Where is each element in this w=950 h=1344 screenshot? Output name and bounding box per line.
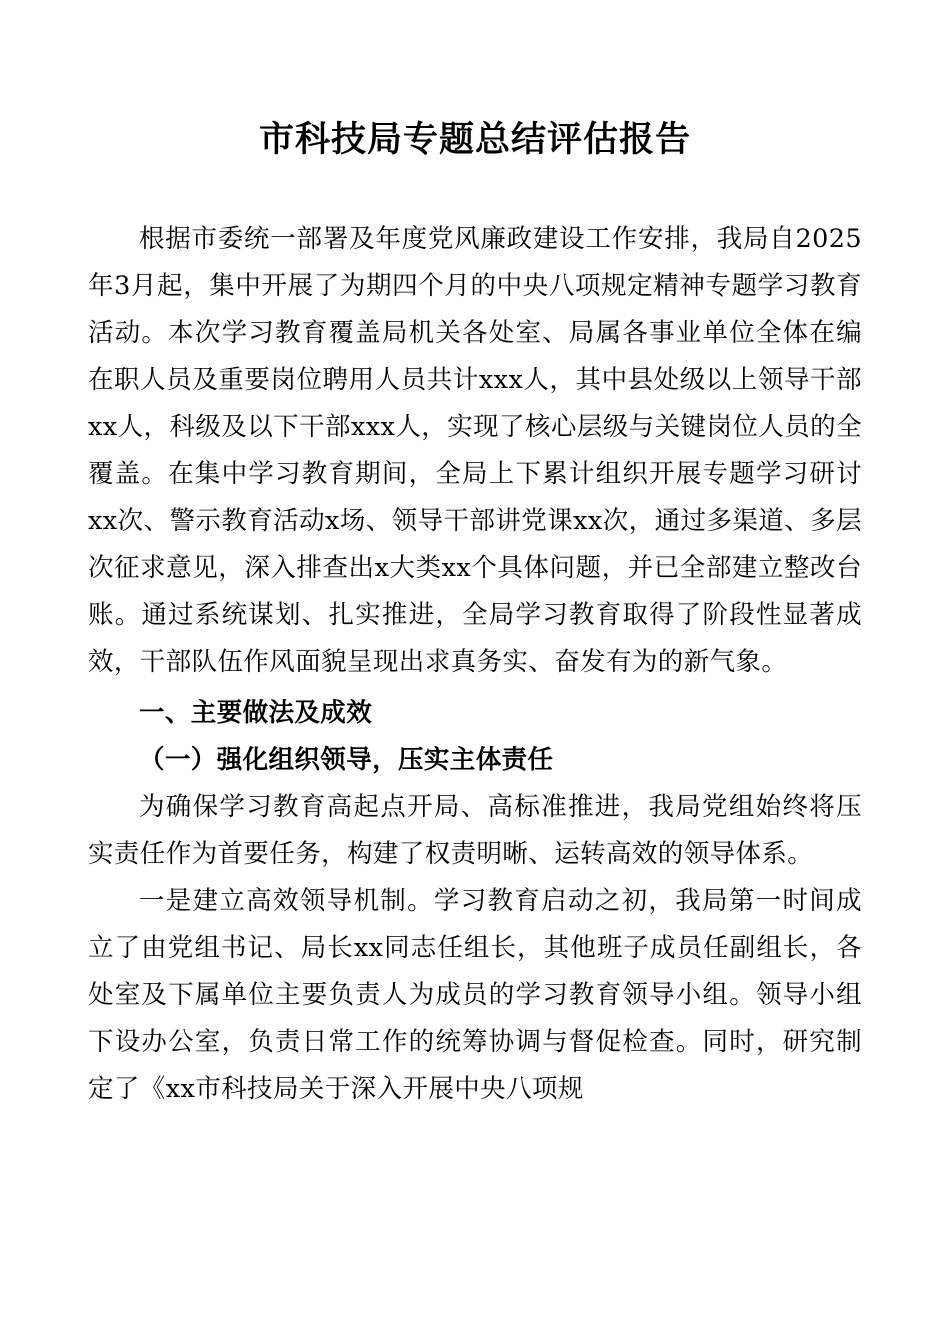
paragraph-leadership-mechanism: 一是建立高效领导机制。学习教育启动之初，我局第一时间成立了由党组书记、局长xx同志任组长，其他班子成员任副组长，各处室及下属单位主要负责人为成员的学习教育领导小组。领导小组下设办公室，负责日常工作的统筹协调与督促检查。同时，研究制定了《xx市科技局关于深入开展中央八项规 <box>88 885 862 1104</box>
subsection-heading-1: （一）强化组织领导，压实主体责任 <box>139 744 554 775</box>
document-body <box>88 216 862 1113</box>
paragraph-organization-leadership: 为确保学习教育高起点开局、高标准推进，我局党组始终将压实责任作为首要任务，构建了权责明晰、运转高效的领导体系。 <box>88 791 862 869</box>
page-title: 市科技局专题总结评估报告 <box>258 120 691 160</box>
paragraph-intro: 根据市委统一部署及年度党风廉政建设工作安排，我局自2025年3月起，集中开展了为期四个月的中央八项规定精神专题学习教育活动。本次学习教育覆盖局机关各处室、局属各事业单位全体在编在职人员及重要岗位聘用人员共计xxx人，其中县处级以上领导干部xx人，科级及以下干部xxx人，实现了核心层级与关键岗位人员的全覆盖。在集中学习教育期间，全局上下累计组织开展专题学习研讨xx次、警示教育活动x场、领导干部讲党课xx次，通过多渠道、多层次征求意见，深入排查出x大类xx个具体问题，并已全部建立整改台账。通过系统谋划、扎实推进，全局学习教育取得了阶段性显著成效，干部队伍作风面貌呈现出求真务实、奋发有为的新气象。 <box>88 223 862 677</box>
section-heading-1: 一、主要做法及成效 <box>139 697 373 728</box>
